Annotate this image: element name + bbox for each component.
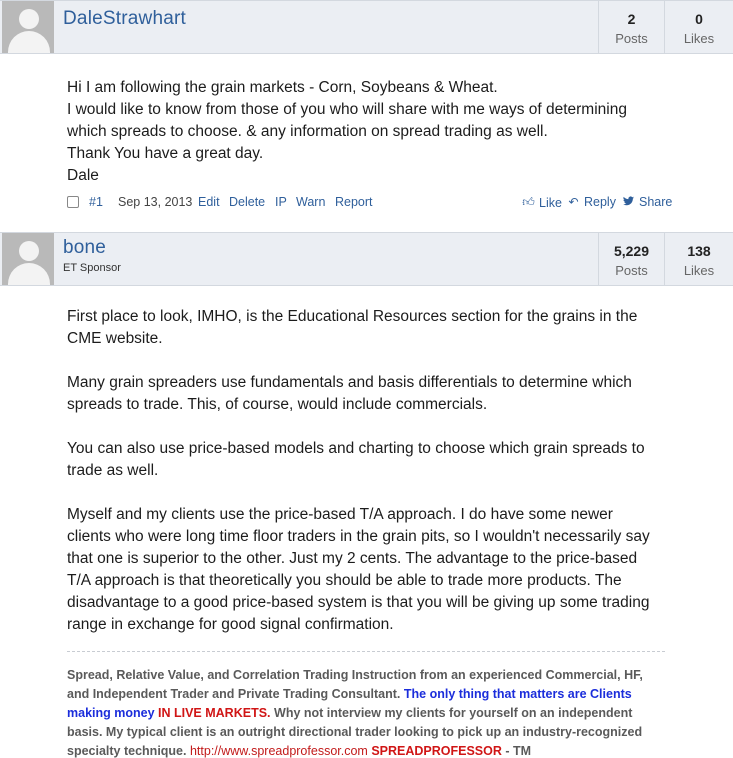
message-line: I would like to know from those of you who will share with me ways of determining <box>67 101 627 118</box>
like-button[interactable] <box>522 195 562 210</box>
avatar-head <box>19 241 39 261</box>
avatar-body <box>8 263 50 285</box>
message-line: Myself and my clients use the price-based T/A approach. I do have some newer <box>67 506 613 523</box>
delete-link[interactable]: Delete <box>229 195 266 209</box>
share-button[interactable] <box>622 195 672 209</box>
ip-link[interactable]: IP <box>275 195 287 209</box>
post-1-username[interactable]: DaleStrawhart <box>63 8 186 29</box>
message-paragraph <box>67 306 650 350</box>
post-1-actions <box>67 195 673 213</box>
message-line: trade as well. <box>67 462 159 479</box>
post-1-likes-stat[interactable] <box>664 1 733 53</box>
message-line: First place to look, IMHO, is the Educational Resources section for the grains in the <box>67 308 638 325</box>
message-line: You can also use price-based models and charting to choose which grain spreads to <box>67 440 645 457</box>
signature-divider <box>67 651 665 652</box>
posts-count: 5,229 <box>613 243 650 259</box>
report-link[interactable]: Report <box>335 195 373 209</box>
user-title: ET Sponsor <box>63 262 121 274</box>
post-2-message <box>67 306 650 658</box>
signature-text: Spread, Relative Value, and Correlation Trading Instruction from an experienced Commercial, HF, and Independent Trader and Private Trading Consultant. <box>67 668 643 701</box>
signature-text: Why not interview my clients for yourself on an independent basis. My typical client is an outright directional trader looking to pick up an industry-recognized specialty technique. <box>67 706 643 758</box>
warn-link[interactable]: Warn <box>296 195 326 209</box>
post-2-likes-stat[interactable] <box>664 233 733 285</box>
message-line: Many grain spreaders use fundamentals and basis differentials to determine which <box>67 374 632 391</box>
post-2-posts-stat[interactable] <box>598 233 664 285</box>
signature-trademark: - TM <box>505 744 532 758</box>
post-1-header <box>0 0 733 54</box>
avatar-body <box>8 31 50 53</box>
post-1-message <box>67 77 627 187</box>
message-paragraph <box>67 438 650 482</box>
post-1-posts-stat[interactable] <box>598 1 664 53</box>
post-number-link[interactable]: #1 <box>89 195 103 209</box>
avatar[interactable] <box>2 233 54 285</box>
message-line: T/A approach is that theoretically you should be able to trade more products. The <box>67 572 622 589</box>
message-paragraph <box>67 504 650 636</box>
signature-link[interactable]: http://www.spreadprofessor.com <box>189 744 368 758</box>
posts-label: Posts <box>615 31 648 46</box>
signature-brand: SPREADPROFESSOR <box>371 744 502 758</box>
signature-highlight-red: IN LIVE MARKETS. <box>158 706 271 720</box>
message-line: Thank You have a great day. <box>67 145 264 162</box>
posts-count: 2 <box>627 11 636 27</box>
posts-label: Posts <box>615 263 648 278</box>
message-line: spreads to trade. This, of course, would include commercials. <box>67 396 488 413</box>
select-post-checkbox[interactable] <box>67 196 79 208</box>
edit-link[interactable]: Edit <box>198 195 220 209</box>
reply-arrow-icon: ↶ <box>568 195 579 209</box>
twitter-bird-icon <box>622 195 635 209</box>
avatar[interactable] <box>2 1 54 53</box>
reply-label: Reply <box>584 195 616 209</box>
like-label: Like <box>539 195 562 210</box>
reply-button[interactable] <box>567 195 616 209</box>
likes-count: 0 <box>695 11 703 27</box>
avatar-head <box>19 9 39 29</box>
post-2-username[interactable]: bone <box>63 237 107 258</box>
likes-label: Likes <box>683 31 715 46</box>
message-line: Hi I am following the grain markets - Corn, Soybeans & Wheat. <box>67 79 498 96</box>
message-line: range in exchange for good signal confirmation. <box>67 616 394 633</box>
message-line: that one is superior to the other. Just my 2 cents. The advantage to the price-based <box>67 550 638 567</box>
message-paragraph <box>67 372 650 416</box>
likes-label: Likes <box>683 263 715 278</box>
post-2-header <box>0 232 733 286</box>
signature-highlight-blue: The only thing that matters are Clients making money <box>67 687 632 720</box>
message-line: CME website. <box>67 330 163 347</box>
post-date[interactable]: Sep 13, 2013 <box>118 195 193 209</box>
message-line: Dale <box>67 167 99 184</box>
signature <box>67 666 667 758</box>
message-line: disadvantage to a good price-based system is that you will be giving up some trading <box>67 594 650 611</box>
message-line: clients who were long time floor traders in the grain pits, so I wouldn't necessarily say <box>67 528 650 545</box>
likes-count: 138 <box>687 243 711 259</box>
message-line: which spreads to choose. & any information on spread trading as well. <box>67 123 548 140</box>
thumbs-up-icon: 👍︎ <box>522 195 535 209</box>
share-label: Share <box>639 195 673 209</box>
